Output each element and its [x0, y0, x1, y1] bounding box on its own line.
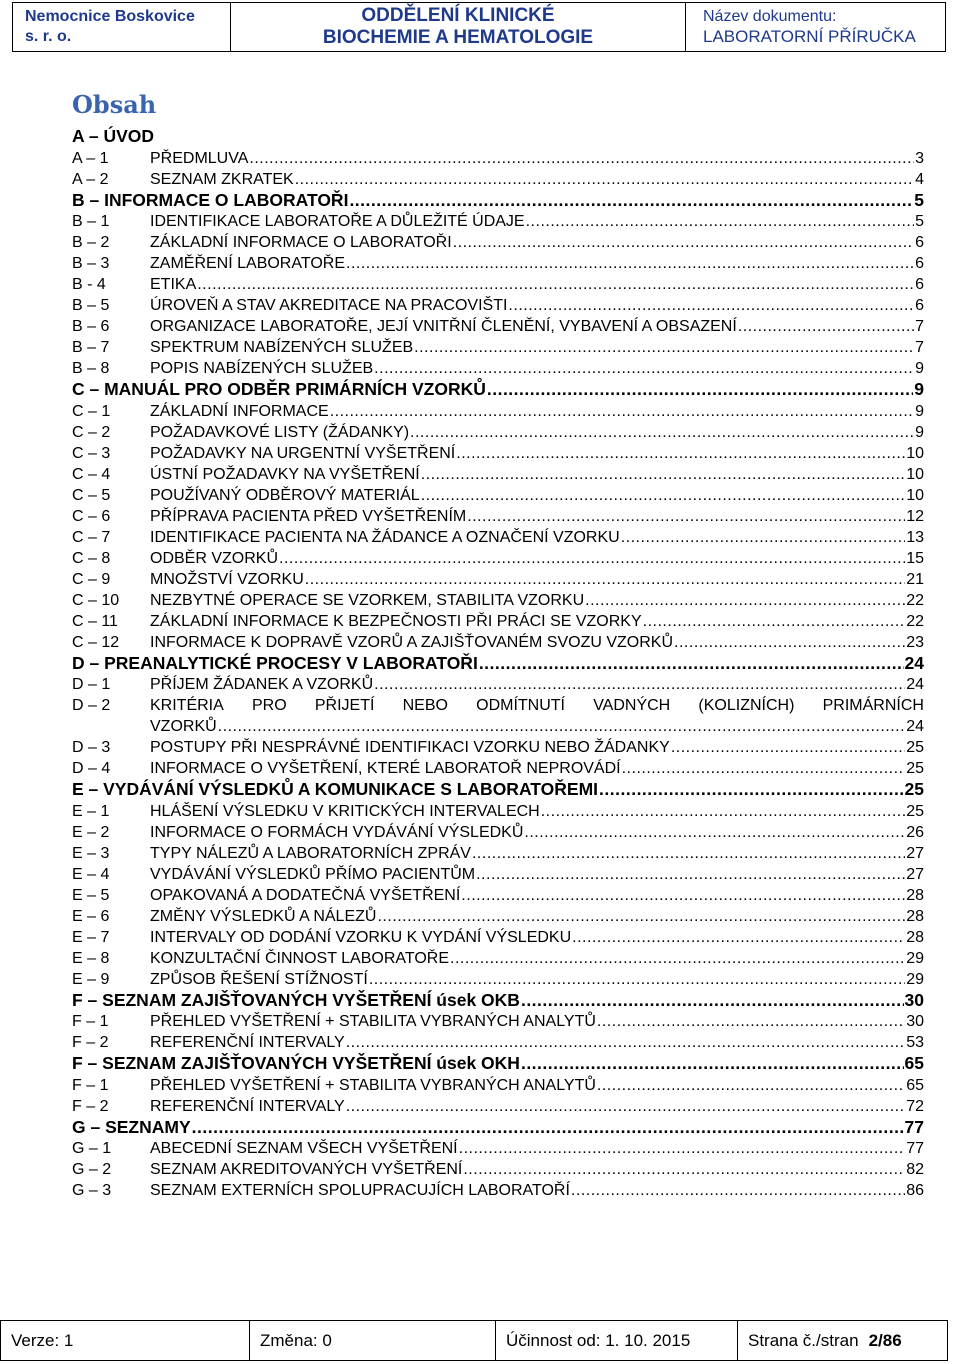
toc-entry-title: TYPY NÁLEZŮ A LABORATORNÍCH ZPRÁV [150, 844, 471, 862]
toc-entry-title: INFORMACE O VYŠETŘENÍ, KTERÉ LABORATOŘ NEPROVÁDÍ [150, 760, 621, 777]
table-of-contents [72, 126, 924, 1201]
toc-entry-title: PŘÍPRAVA PACIENTA PŘED VYŠETŘENÍM [150, 507, 467, 525]
toc-entry-title: ZÁKLADNÍ INFORMACE K BEZPEČNOSTI PŘI PRÁCI SE VZORKY [150, 612, 642, 630]
toc-section-title: F – SEZNAM ZAJIŠŤOVANÝCH VYŠETŘENÍ úsek OKB [72, 989, 520, 1010]
toc-entry-code: C – 6 [72, 507, 111, 525]
toc-leader-dots [597, 1075, 905, 1096]
toc-leader-dots [463, 1159, 905, 1180]
toc-entry-title: ZÁKLADNÍ INFORMACE O LABORATOŘI [150, 234, 452, 251]
toc-entry-code: F – 1 [72, 1013, 109, 1030]
toc-entry-code: E – 8 [72, 949, 110, 967]
toc-entry-page: 3 [915, 149, 924, 167]
toc-leader-dots [346, 1032, 906, 1053]
toc-entry[interactable] [72, 674, 924, 695]
toc-entry-title: ZMĚNY VÝSLEDKŮ A NÁLEZŮ [150, 907, 377, 925]
toc-leader-dots [346, 1096, 906, 1117]
toc-entry-page: 29 [906, 970, 924, 988]
toc-entry-title: SPEKTRUM NABÍZENÝCH SLUŽEB [150, 339, 414, 356]
toc-leader-dots [479, 653, 904, 675]
toc-leader-dots [622, 758, 906, 779]
organization-name: Nemocnice Boskovice [25, 8, 195, 25]
toc-entry-page: 24 [906, 676, 924, 693]
toc-entry-code: F – 1 [72, 1076, 109, 1094]
toc-entry-page: 6 [915, 255, 924, 272]
toc-entry-code: B – 1 [72, 213, 110, 230]
toc-leader-dots [197, 274, 914, 295]
toc-entry-title: ETIKA [150, 276, 197, 293]
toc-leader-dots [526, 211, 914, 232]
toc-entry-code: B – 5 [72, 297, 110, 314]
toc-section-title: D – PREANALYTICKÉ PROCESY V LABORATOŘI [72, 652, 478, 673]
toc-entry[interactable] [72, 611, 924, 632]
toc-entry-title: SEZNAM ZKRATEK [150, 170, 294, 188]
footer-page-label: Strana č./stran [748, 1330, 859, 1350]
toc-entry-code: B – 8 [72, 360, 110, 377]
toc-entry[interactable] [72, 969, 924, 990]
toc-leader-dots [295, 169, 914, 190]
toc-leader-dots [621, 527, 905, 548]
toc-entry-title: POUŽÍVANÝ ODBĚROVÝ MATERIÁL [150, 486, 420, 504]
toc-entry-title: POŽADAVKOVÉ LISTY (ŽÁDANKY) [150, 423, 410, 441]
toc-entry-page: 6 [915, 234, 924, 251]
toc-entry-code: G – 1 [72, 1140, 112, 1157]
toc-leader-dots [218, 716, 906, 737]
toc-entry-word: PŘIJETÍ [314, 697, 375, 714]
toc-entry-code: D – 4 [72, 760, 111, 777]
toc-entry-code: B - 4 [72, 276, 106, 293]
toc-entry[interactable] [72, 885, 924, 906]
toc-entry-page: 72 [906, 1097, 924, 1115]
toc-leader-dots [456, 443, 905, 464]
toc-entry-title: ZAMĚŘENÍ LABORATOŘE [150, 255, 345, 272]
toc-entry-code: E – 5 [72, 886, 110, 904]
toc-entry-code: D – 1 [72, 676, 111, 693]
toc-entry[interactable] [72, 590, 924, 611]
toc-entry[interactable] [72, 485, 924, 506]
toc-section-page: 77 [904, 1116, 924, 1137]
toc-entry-word: VADNÝCH [593, 697, 671, 714]
toc-leader-dots [279, 548, 905, 569]
toc-leader-dots [374, 358, 914, 379]
toc-entry-code: E – 7 [72, 928, 110, 946]
toc-entry-page: 27 [906, 865, 924, 883]
toc-entry-page: 10 [906, 444, 924, 462]
toc-leader-dots [369, 969, 905, 990]
toc-entry-code: B – 2 [72, 234, 110, 251]
toc-entry[interactable] [72, 1011, 924, 1032]
toc-entry-word: PRO [251, 697, 287, 714]
toc-entry-title: ZPŮSOB ŘEŠENÍ STÍŽNOSTÍ [150, 970, 368, 988]
toc-entry-page: 82 [906, 1161, 924, 1178]
toc-entry[interactable] [72, 843, 924, 864]
toc-entry-code: C – 11 [72, 612, 118, 630]
toc-entry-title: ZÁKLADNÍ INFORMACE [150, 402, 329, 420]
toc-entry-code: C – 12 [72, 633, 120, 651]
toc-entry-title: INFORMACE O FORMÁCH VYDÁVÁNÍ VÝSLEDKŮ [150, 823, 524, 841]
toc-entry[interactable] [72, 927, 924, 948]
toc-entry-word: PRIMÁRNÍCH [822, 697, 924, 714]
toc-leader-dots [410, 422, 914, 443]
toc-entry-code: E – 6 [72, 907, 110, 925]
toc-entry[interactable] [72, 316, 924, 337]
toc-entry-title: ABECEDNÍ SEZNAM VŠECH VYŠETŘENÍ [150, 1140, 458, 1157]
toc-entry-code: B – 7 [72, 339, 110, 356]
toc-section[interactable] [72, 990, 924, 1012]
toc-leader-dots [249, 148, 914, 169]
toc-section-title: F – SEZNAM ZAJIŠŤOVANÝCH VYŠETŘENÍ úsek OKH [72, 1053, 520, 1073]
toc-entry-title: SEZNAM EXTERNÍCH SPOLUPRACUJÍCH LABORATOŘÍ [150, 1182, 570, 1199]
toc-entry-page: 27 [906, 844, 924, 862]
toc-entry-title: ODBĚR VZORKŮ [150, 549, 279, 567]
toc-entry-title: KONZULTAČNÍ ČINNOST LABORATOŘE [150, 949, 450, 967]
toc-entry-code: B – 6 [72, 318, 110, 335]
toc-entry-page: 65 [906, 1076, 924, 1094]
toc-entry-code: C – 1 [72, 402, 111, 420]
toc-section[interactable] [72, 379, 924, 401]
footer-effective-date: Účinnost od: 1. 10. 2015 [496, 1321, 738, 1360]
toc-entry-code: E – 2 [72, 823, 110, 841]
toc-entry-code: B – 3 [72, 255, 110, 272]
toc-entry[interactable] [72, 822, 924, 843]
toc-leader-dots [421, 485, 906, 506]
toc-entry-code: C – 9 [72, 570, 111, 588]
toc-entry[interactable] [72, 1032, 924, 1053]
toc-leader-dots [585, 590, 905, 611]
toc-entry-page: 21 [906, 570, 924, 588]
toc-entry-page: 28 [906, 886, 924, 904]
toc-entry-title: POPIS NABÍZENÝCH SLUŽEB [150, 360, 374, 377]
toc-entry[interactable] [72, 337, 924, 358]
toc-entry[interactable] [72, 864, 924, 885]
toc-entry[interactable] [72, 253, 924, 274]
toc-entry-title: INTERVALY OD DODÁNÍ VZORKU K VYDÁNÍ VÝSLEDKU [150, 928, 572, 946]
toc-entry[interactable] [72, 1180, 924, 1201]
toc-entry-page: 12 [906, 507, 924, 525]
toc-entry-page: 9 [915, 423, 924, 441]
toc-entry[interactable] [72, 1159, 924, 1180]
toc-leader-dots [521, 1053, 904, 1075]
toc-leader-dots [508, 295, 914, 316]
toc-entry-title: INFORMACE K DOPRAVĚ VZORŮ A ZAJIŠŤOVANÉM SVOZU VZORKŮ [150, 633, 674, 651]
toc-section-title: C – MANUÁL PRO ODBĚR PRIMÁRNÍCH VZORKŮ [72, 379, 486, 399]
toc-section[interactable] [72, 779, 924, 801]
toc-section-page: 9 [914, 379, 924, 399]
toc-leader-dots [487, 379, 913, 401]
toc-entry-title: PŘEHLED VYŠETŘENÍ + STABILITA VYBRANÝCH ANALYTŮ [150, 1076, 596, 1094]
toc-entry[interactable] [72, 1075, 924, 1096]
toc-entry-page: 22 [906, 591, 924, 609]
toc-entry[interactable] [72, 443, 924, 464]
toc-entry[interactable] [72, 169, 924, 190]
toc-entry-page: 6 [915, 276, 924, 293]
toc-entry[interactable] [72, 906, 924, 927]
toc-leader-dots [599, 779, 904, 801]
toc-entry[interactable] [72, 695, 924, 716]
toc-entry[interactable] [72, 358, 924, 379]
toc-leader-dots [521, 990, 904, 1012]
toc-entry-page: 28 [906, 907, 924, 925]
toc-entry-page: 15 [906, 549, 924, 567]
toc-entry[interactable] [72, 274, 924, 295]
toc-entry-code: C – 3 [72, 444, 111, 462]
toc-leader-dots [459, 1138, 906, 1159]
toc-entry[interactable] [72, 948, 924, 969]
toc-entry-code: F – 2 [72, 1034, 109, 1051]
toc-leader-dots [643, 611, 906, 632]
toc-leader-dots [421, 464, 906, 485]
toc-section[interactable] [72, 1117, 924, 1139]
toc-entry-page: 4 [915, 170, 924, 188]
toc-section[interactable] [72, 653, 924, 675]
toc-leader-dots [330, 401, 914, 422]
toc-entry-page: 25 [906, 739, 924, 756]
toc-entry-page: 13 [906, 528, 924, 546]
toc-leader-dots [671, 737, 905, 758]
toc-entry-title: POSTUPY PŘI NESPRÁVNÉ IDENTIFIKACI VZORKU NEBO ŽÁDANKY [150, 739, 670, 756]
toc-entry-word: KRITÉRIA [150, 697, 224, 714]
toc-entry[interactable] [72, 737, 924, 758]
toc-leader-dots [414, 337, 914, 358]
toc-leader-dots [192, 1117, 904, 1139]
toc-entry[interactable] [72, 1096, 924, 1117]
toc-entry-title: PŘEHLED VYŠETŘENÍ + STABILITA VYBRANÝCH ANALYTŮ [150, 1013, 596, 1030]
toc-entry-page: 26 [906, 823, 924, 841]
toc-entry-title: SEZNAM AKREDITOVANÝCH VYŠETŘENÍ [150, 1161, 463, 1178]
toc-entry[interactable] [72, 295, 924, 316]
toc-entry[interactable] [72, 758, 924, 779]
toc-entry-page: 25 [906, 802, 924, 820]
toc-entry-page: 86 [906, 1182, 924, 1199]
toc-section-title: G – SEZNAMY [72, 1116, 191, 1137]
toc-leader-dots [597, 1011, 905, 1032]
toc-leader-dots [461, 885, 905, 906]
toc-entry-page: 29 [906, 949, 924, 967]
toc-entry-code: C – 8 [72, 549, 111, 567]
toc-leader-dots [374, 674, 905, 695]
toc-leader-dots [571, 1180, 905, 1201]
toc-entry-code: E – 1 [72, 802, 110, 820]
toc-leader-dots [572, 927, 905, 948]
toc-entry-page: 77 [906, 1140, 924, 1157]
toc-entry-page: 9 [915, 360, 924, 377]
toc-entry-title: ÚROVEŇ A STAV AKREDITACE NA PRACOVIŠTI [150, 297, 508, 314]
toc-leader-dots [377, 906, 905, 927]
toc-entry[interactable] [72, 232, 924, 253]
toc-section-title: A – ÚVOD [72, 126, 155, 146]
toc-entry-page: 23 [906, 633, 924, 651]
toc-entry-page: 7 [915, 339, 924, 356]
toc-entry[interactable] [72, 527, 924, 548]
toc-section[interactable] [72, 1053, 924, 1075]
toc-entry[interactable] [72, 211, 924, 232]
toc-entry-title: REFERENČNÍ INTERVALY [150, 1097, 345, 1115]
toc-entry[interactable] [72, 569, 924, 590]
toc-entry-title: OPAKOVANÁ A DODATEČNÁ VYŠETŘENÍ [150, 886, 461, 904]
toc-entry-title: POŽADAVKY NA URGENTNÍ VYŠETŘENÍ [150, 444, 456, 462]
toc-entry[interactable] [72, 506, 924, 527]
toc-entry-title: PŘEDMLUVA [150, 149, 249, 167]
document-name: LABORATORNÍ PŘÍRUČKA [703, 27, 916, 46]
toc-entry-page: 9 [915, 402, 924, 420]
toc-section-page: 25 [904, 779, 924, 799]
toc-entry-page: 5 [915, 213, 924, 230]
department-line-2: BIOCHEMIE A HEMATOLOGIE [322, 27, 594, 48]
toc-entry-code: G – 2 [72, 1161, 112, 1178]
toc-entry-word: NEBO [402, 697, 448, 714]
organization-suffix: s. r. o. [25, 28, 72, 45]
toc-entry-title: REFERENČNÍ INTERVALY [150, 1034, 345, 1051]
toc-entry-code: A – 2 [72, 170, 109, 188]
toc-entry-page: 30 [906, 1013, 924, 1030]
toc-entry-title: IDENTIFIKACE PACIENTA NA ŽÁDANCE A OZNAČENÍ VZORKU [150, 528, 620, 546]
toc-entry-title: ORGANIZACE LABORATOŘE, JEJÍ VNITŘNÍ ČLENĚNÍ, VYBAVENÍ A OBSAZENÍ [150, 318, 737, 335]
toc-entry-code: E – 9 [72, 970, 110, 988]
toc-entry-page: 24 [906, 718, 924, 735]
toc-entry-code: C – 2 [72, 423, 111, 441]
document-name-label: Název dokumentu: [703, 8, 837, 25]
toc-entry-code: C – 7 [72, 528, 111, 546]
document-name-cell [686, 3, 945, 51]
toc-leader-dots [467, 506, 905, 527]
toc-section-title: B – INFORMACE O LABORATOŘI [72, 189, 349, 210]
toc-leader-dots [738, 316, 914, 337]
toc-entry[interactable] [72, 801, 924, 822]
toc-entry-title: PŘÍJEM ŽÁDANEK A VZORKŮ [150, 676, 374, 693]
toc-entry-title: VYDÁVÁNÍ VÝSLEDKŮ PŘÍMO PACIENTŮM [150, 865, 476, 883]
toc-entry-word: (KOLIZNÍCH) [698, 697, 795, 714]
toc-entry-title: HLÁŠENÍ VÝSLEDKU V KRITICKÝCH INTERVALECH [150, 802, 540, 820]
toc-entry-title: IDENTIFIKACE LABORATOŘE A DŮLEŽITÉ ÚDAJE [150, 213, 525, 230]
document-header [12, 2, 946, 52]
toc-entry-code: C – 4 [72, 465, 111, 483]
toc-entry-page: 10 [906, 465, 924, 483]
toc-section-page: 65 [904, 1053, 924, 1073]
toc-entry-page: 53 [906, 1034, 924, 1051]
footer-page [738, 1321, 947, 1360]
toc-entry-code: A – 1 [72, 149, 109, 167]
toc-entry-code: F – 2 [72, 1097, 109, 1115]
toc-entry-title: VZORKŮ [150, 718, 217, 735]
toc-entry-code: E – 3 [72, 844, 110, 862]
toc-leader-dots [472, 843, 905, 864]
toc-entry-code: C – 5 [72, 486, 111, 504]
toc-entry-page: 25 [906, 760, 924, 777]
toc-section-page: 30 [904, 989, 924, 1010]
toc-leader-dots [476, 864, 905, 885]
footer-page-number: 2/86 [868, 1330, 902, 1350]
toc-entry[interactable] [72, 422, 924, 443]
toc-entry[interactable] [72, 464, 924, 485]
department-cell [231, 3, 686, 51]
toc-entry-page: 7 [915, 318, 924, 335]
footer-change: Změna: 0 [250, 1321, 496, 1360]
toc-entry-continuation[interactable] [72, 716, 924, 737]
toc-entry-code: C – 10 [72, 591, 120, 609]
toc-entry[interactable] [72, 148, 924, 169]
toc-entry-title: MNOŽSTVÍ VZORKU [150, 570, 304, 588]
toc-entry[interactable] [72, 1138, 924, 1159]
toc-section[interactable] [72, 126, 924, 148]
toc-entry-code: D – 2 [72, 697, 111, 714]
toc-entry-title-line [150, 695, 924, 716]
toc-entry-page: 6 [915, 297, 924, 314]
toc-leader-dots [450, 948, 905, 969]
toc-section-page: 24 [904, 652, 924, 673]
organization-cell [13, 3, 231, 51]
toc-entry-code: D – 3 [72, 739, 111, 756]
toc-entry-page: 22 [906, 612, 924, 630]
toc-leader-dots [674, 632, 905, 653]
toc-section-title: E – VYDÁVÁNÍ VÝSLEDKŮ A KOMUNIKACE S LABORATOŘEMI [72, 779, 599, 799]
toc-section-page: 5 [914, 189, 924, 210]
toc-entry-code: E – 4 [72, 865, 110, 883]
toc-entry-page: 10 [906, 486, 924, 504]
toc-leader-dots [524, 822, 905, 843]
footer-version: Verze: 1 [1, 1321, 250, 1360]
department-line-1: ODDĚLENÍ KLINICKÉ [361, 5, 555, 26]
toc-heading: Obsah [72, 90, 157, 119]
toc-entry-title: ÚSTNÍ POŽADAVKY NA VYŠETŘENÍ [150, 465, 420, 483]
toc-entry-page: 28 [906, 928, 924, 946]
toc-entry[interactable] [72, 401, 924, 422]
toc-entry-code: G – 3 [72, 1182, 112, 1199]
toc-leader-dots [346, 253, 914, 274]
toc-leader-dots [349, 190, 913, 212]
toc-entry[interactable] [72, 632, 924, 653]
document-footer [0, 1320, 948, 1361]
toc-entry-title: NEZBYTNÉ OPERACE SE VZORKEM, STABILITA VZORKU [150, 591, 585, 609]
toc-entry[interactable] [72, 548, 924, 569]
toc-leader-dots [305, 569, 905, 590]
toc-leader-dots [453, 232, 914, 253]
toc-entry-word: ODMÍTNUTÍ [476, 697, 565, 714]
toc-leader-dots [541, 801, 905, 822]
toc-section[interactable] [72, 190, 924, 212]
